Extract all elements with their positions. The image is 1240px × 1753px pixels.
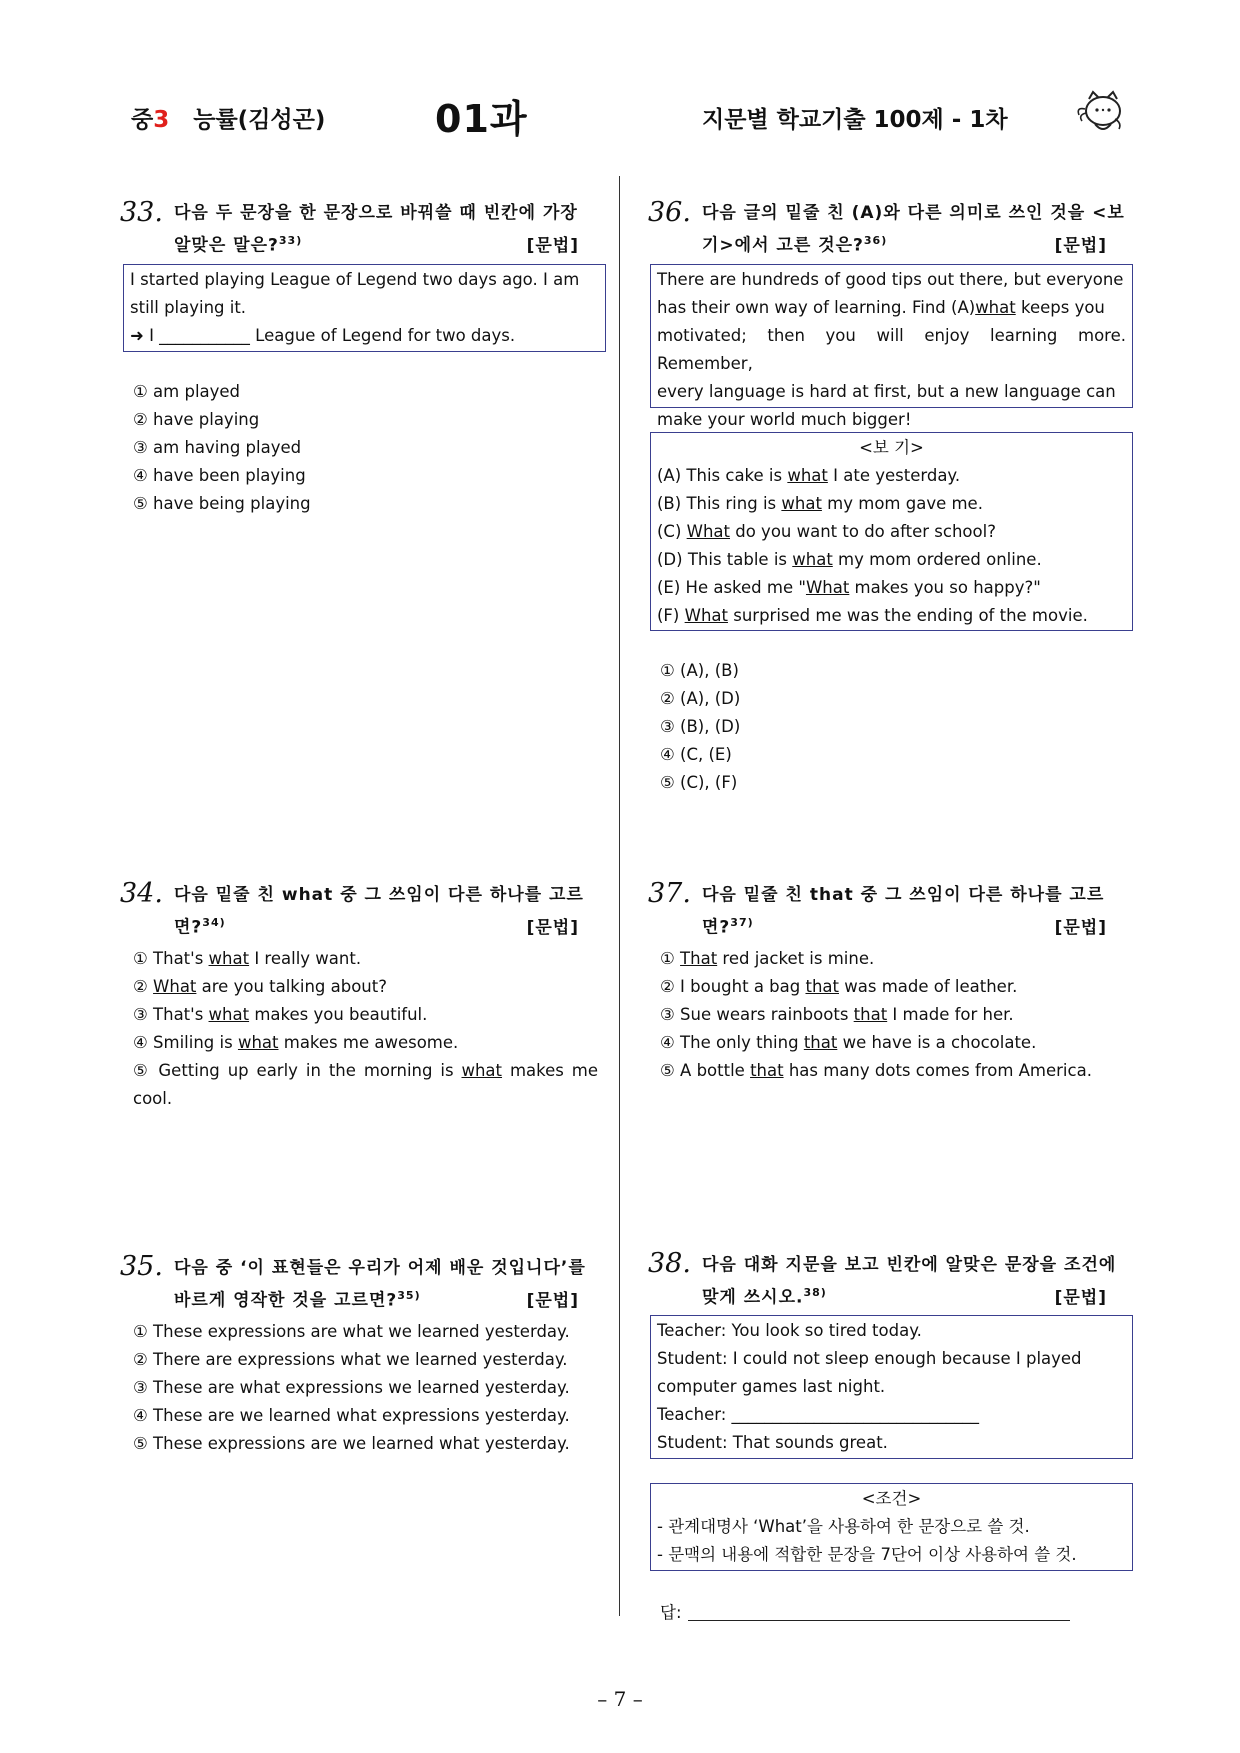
q37-option[interactable]: ① That red jacket is mine. xyxy=(660,949,875,968)
q38-answer-line[interactable] xyxy=(660,1599,1070,1623)
condition-item: - 관계대명사 ‘What’을 사용하여 한 문장으로 쓸 것. xyxy=(657,1517,1030,1536)
q35-number: 35. xyxy=(120,1251,163,1282)
q34-option[interactable]: ④ Smiling is what makes me awesome. xyxy=(133,1033,459,1052)
bogi-item: (E) He asked me "What makes you so happy?" xyxy=(657,578,1041,597)
q36-option[interactable]: ④ (C, (E) xyxy=(660,745,732,764)
q37-option[interactable]: ⑤ A bottle that has many dots comes from America. xyxy=(660,1061,1092,1080)
q34-option[interactable]: ③ That's what makes you beautiful. xyxy=(133,1005,428,1024)
q37-option[interactable]: ③ Sue wears rainboots that I made for her. xyxy=(660,1005,1014,1024)
q34-tag: [문법] xyxy=(526,917,579,938)
series-title: 지문별 학교기출 100제 - 1차 xyxy=(702,107,1008,133)
q38-number: 38. xyxy=(648,1248,691,1279)
q34-number: 34. xyxy=(120,878,163,909)
q36-option[interactable]: ⑤ (C), (F) xyxy=(660,773,738,792)
q33-option[interactable]: ② have playing xyxy=(133,410,260,429)
q36-bogi-box xyxy=(650,432,1133,631)
bogi-item: (C) What do you want to do after school? xyxy=(657,522,996,541)
q36-prompt: 다음 글의 밑줄 친 (A)와 다른 의미로 쓰인 것을 <보 기>에서 고른 것은?$^{36)}$ [문법] xyxy=(702,199,1127,260)
q38-prompt: 다음 대화 지문을 보고 빈칸에 알맞은 문장을 조건에 맞게 쓰시오.$^{38)}$ [문법] xyxy=(702,1251,1127,1312)
grade-number: 3 xyxy=(153,107,170,133)
q33-option[interactable]: ③ am having played xyxy=(133,438,302,457)
q35-option[interactable]: ④ These are we learned what expressions yesterday. xyxy=(133,1406,570,1425)
page-number: – 7 – xyxy=(597,1687,643,1711)
bogi-item: (D) This table is what my mom ordered online. xyxy=(657,550,1042,569)
condition-title: <조건> xyxy=(861,1489,922,1508)
q35-option[interactable]: ① These expressions are what we learned yesterday. xyxy=(133,1322,570,1341)
q38-dialogue-box: Teacher: You look so tired today. Student: I could not sleep enough because I played computer games last night. Teacher: ______________________________ Student: That sounds great. xyxy=(650,1315,1133,1459)
q33-options xyxy=(133,378,311,518)
bogi-title: <보 기> xyxy=(859,438,924,457)
q34-option[interactable]: ② What are you talking about? xyxy=(133,977,387,996)
q35-prompt: 다음 중 ‘이 표현들은 우리가 어제 배운 것입니다’를 바르게 영작한 것을 고르면?$^{35)}$ [문법] xyxy=(174,1254,599,1315)
q37-option[interactable]: ② I bought a bag that was made of leather. xyxy=(660,977,1018,996)
q37-prompt: 다음 밑줄 친 that 중 그 쓰임이 다른 하나를 고르 면?$^{37)}$ [문법] xyxy=(702,881,1127,942)
answer-label: 답: xyxy=(660,1603,682,1622)
q36-number: 36. xyxy=(648,197,691,228)
column-divider xyxy=(619,176,620,1616)
q34-option[interactable]: ⑤ Getting up early in the morning is what makes me cool. xyxy=(133,1061,598,1108)
q37-number: 37. xyxy=(648,878,691,909)
q37-option[interactable]: ④ The only thing that we have is a chocolate. xyxy=(660,1033,1037,1052)
q33-passage-box: I started playing League of Legend two days ago. I am still playing it. ➜ I ___________ League of Legend for two days. xyxy=(123,264,606,352)
q35-option[interactable]: ② There are expressions what we learned yesterday. xyxy=(133,1350,568,1369)
q37-options xyxy=(660,945,1092,1085)
bogi-item: (B) This ring is what my mom gave me. xyxy=(657,494,983,513)
grade-label: 중3 능률(김성곤) xyxy=(131,107,326,133)
bogi-item: (A) This cake is what I ate yesterday. xyxy=(657,466,961,485)
q33-tag: [문법] xyxy=(526,235,579,256)
q34-prompt: 다음 밑줄 친 what 중 그 쓰임이 다른 하나를 고르 면?$^{34)}$ [문법] xyxy=(174,881,599,942)
q36-tag: [문법] xyxy=(1054,235,1107,256)
q33-option[interactable]: ⑤ have being playing xyxy=(133,494,311,513)
publisher: 능률(김성곤) xyxy=(193,107,326,133)
q36-passage-box: There are hundreds of good tips out there, but everyone has their own way of learning. Find (A)what keeps you motivated; then you will enjoy learning more. Remember, every language is hard at first, but a new language can make your world much bigger! xyxy=(650,264,1133,408)
q34-option[interactable]: ① That's what I really want. xyxy=(133,949,362,968)
q35-option[interactable]: ③ These are what expressions we learned yesterday. xyxy=(133,1378,570,1397)
q33-option[interactable]: ① am played xyxy=(133,382,241,401)
q38-condition-box xyxy=(650,1483,1133,1571)
q35-options xyxy=(133,1318,570,1458)
q35-option[interactable]: ⑤ These expressions are we learned what yesterday. xyxy=(133,1434,570,1453)
q33-number: 33. xyxy=(120,197,163,228)
lesson-title: 01과 xyxy=(435,97,528,141)
q36-option[interactable]: ③ (B), (D) xyxy=(660,717,741,736)
q37-tag: [문법] xyxy=(1054,917,1107,938)
bogi-item: (F) What surprised me was the ending of the movie. xyxy=(657,606,1088,625)
cat-mascot-icon xyxy=(1075,89,1131,135)
q36-option[interactable]: ② (A), (D) xyxy=(660,689,741,708)
q38-tag: [문법] xyxy=(1054,1287,1107,1308)
condition-item: - 문맥의 내용에 적합한 문장을 7단어 이상 사용하여 쓸 것. xyxy=(657,1545,1077,1564)
q36-option[interactable]: ① (A), (B) xyxy=(660,661,739,680)
q33-prompt: 다음 두 문장을 한 문장으로 바꿔쓸 때 빈칸에 가장 알맞은 말은?$^{33)}$ [문법] xyxy=(174,199,599,260)
answer-blank[interactable] xyxy=(688,1620,1070,1621)
q36-options xyxy=(660,657,740,797)
q33-option[interactable]: ④ have been playing xyxy=(133,466,306,485)
q35-tag: [문법] xyxy=(526,1290,579,1311)
q34-options xyxy=(133,945,598,1113)
